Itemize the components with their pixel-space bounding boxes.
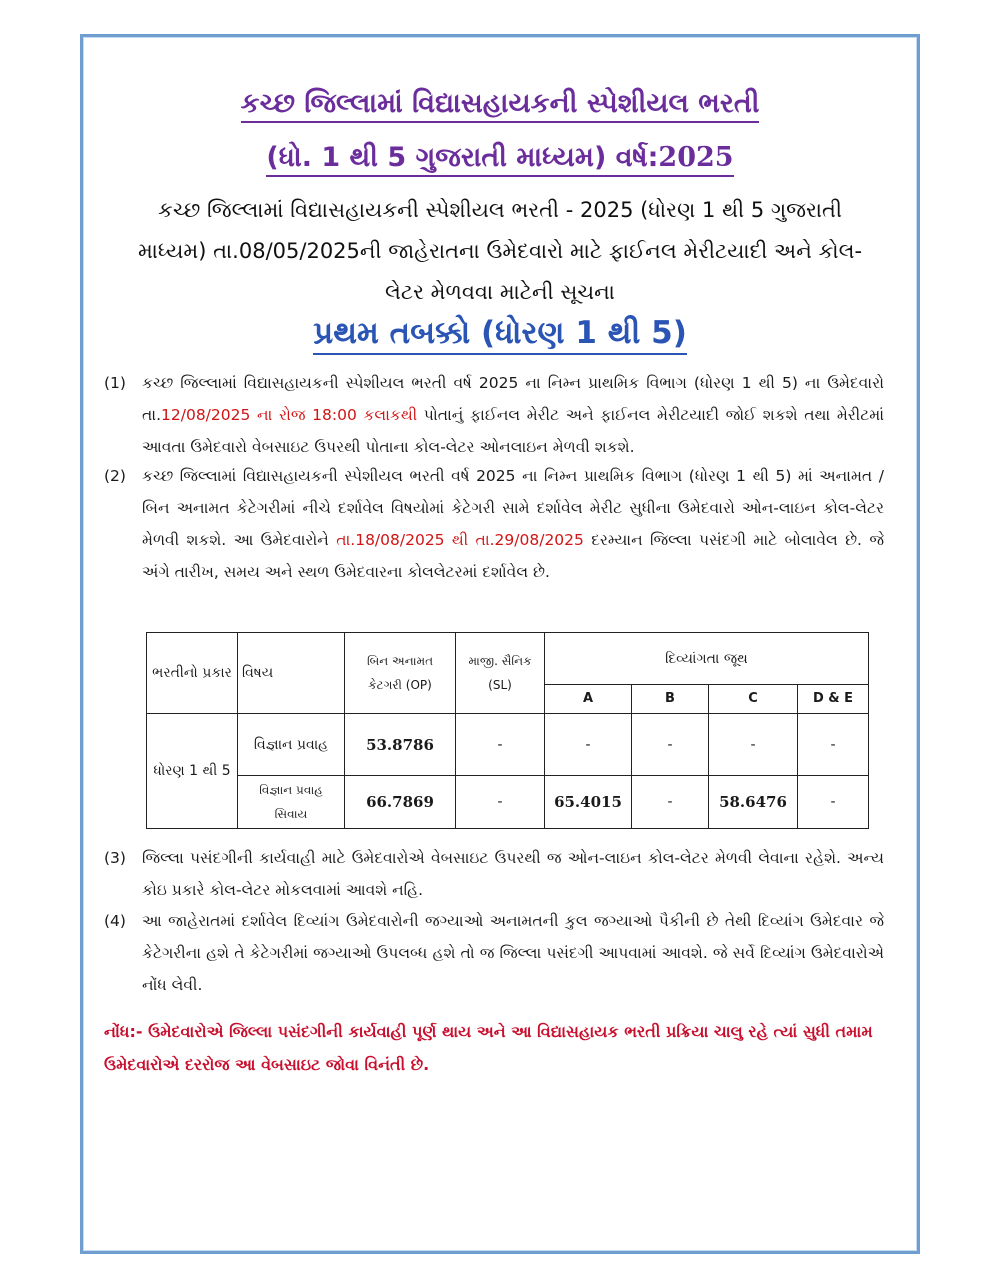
page-subtitle: (ધો. 1 થી 5 ગુજરાતી માધ્યમ) વર્ષ:2025 (0, 142, 1000, 174)
subject-cell: વિજ્ઞાન પ્રવાહ સિવાય (238, 776, 345, 829)
point-1: (1) કચ્છ જિલ્લામાં વિદ્યાસહાયકની સ્પેશીયલ ભરતી વર્ષ 2025 ના નિમ્ન પ્રાથમિક વિભાગ (ધોરણ 1 થી 5) ના ઉમેદવારો તા.12/08/2025 ના રોજ 18:00 કલાકથી પોતાનું ફાઈનલ મેરીટ અને ફાઈનલ મેરીટયાદી જોઈ શકશે તથા મેરીટમાં આવતા ઉમેદવારો વેબસાઇટ ઉપરથી પોતાના કોલ-લેટર ઓનલાઇન મેળવી શકશે. (104, 374, 884, 456)
important-note: નોંધ:- ઉમેદવારોએ જિલ્લા પસંદગીની કાર્યવાહી પૂર્ણ થાય અને આ વિદ્યાસહાયક ભરતી પ્રક્રિયા ચાલુ રહે ત્યાં સુધી તમામ ઉમેદવારોએ દરરોજ આ વેબસાઇટ જોવા વિનંતી છે. (104, 1022, 873, 1074)
header-sl: માજી. સૈનિક (SL) (456, 633, 545, 714)
header-de: D & E (798, 685, 869, 714)
header-c: C (709, 685, 798, 714)
point-3: (3) જિલ્લા પસંદગીની કાર્યવાહી માટે ઉમેદવારોએ વેબસાઇટ ઉપરથી જ ઓન-લાઇન કોલ-લેટર મેળવી લેવાના રહેશે. અન્ય કોઇ પ્રકારે કોલ-લેટર મોકલવામાં આવશે નહિ. (104, 849, 884, 899)
header-b: B (632, 685, 709, 714)
subject-cell: વિજ્ઞાન પ્રવાહ (238, 714, 345, 776)
header-type: ભરતીનો પ્રકાર (147, 633, 238, 714)
merit-table (146, 632, 869, 829)
header-a: A (545, 685, 632, 714)
header-subject: વિષય (238, 633, 345, 714)
page-title: કચ્છ જિલ્લામાં વિદ્યાસહાયકની સ્પેશીયલ ભરતી (0, 88, 1000, 120)
stage-title: પ્રથમ તબક્કો (ધોરણ 1 થી 5) (0, 315, 1000, 352)
highlight-date: 12/08/2025 ના રોજ 18:00 કલાકથી (161, 406, 418, 424)
highlight-date-range: તા.18/08/2025 થી તા.29/08/2025 (336, 531, 584, 549)
header-op: બિન અનામત કેટગરી (OP) (345, 633, 456, 714)
standard-cell: ધોરણ 1 થી 5 (147, 714, 238, 829)
notice-heading: કચ્છ જિલ્લામાં વિદ્યાસહાયકની સ્પેશીયલ ભરતી - 2025 (ધોરણ 1 થી 5 ગુજરાતી માધ્યમ) તા.08/05/2025ની જાહેરાતના ઉમેદવારો માટે ફાઈનલ મેરીટયાદી અને કોલ- લેટર મેળવવા માટેની સૂચના (137, 198, 863, 304)
point-4: (4) આ જાહેરાતમાં દર્શાવેલ દિવ્યાંગ ઉમેદવારોની જગ્યાઓ અનામતની કુલ જગ્યાઓ પૈકીની છે તેથી દિવ્યાંગ ઉમેદવાર જે કેટેગરીના હશે તે કેટેગરીમાં જગ્યાઓ ઉપલબ્ધ હશે તો જ જિલ્લા પસંદગી આપવામાં આવશે. જે સર્વે દિવ્યાંગ ઉમેદવારોએ નોંધ લેવી. (104, 912, 884, 994)
header-pwd-group: દિવ્યાંગતા જૂથ (545, 633, 869, 685)
point-2: (2) કચ્છ જિલ્લામાં વિદ્યાસહાયકની સ્પેશીયલ ભરતી વર્ષ 2025 ના નિમ્ન પ્રાથમિક વિભાગ (ધોરણ 1 થી 5) માં અનામત / બિન અનામત કેટેગરીમાં નીચે દર્શાવેલ વિષયોમાં કેટેગરી સામે દર્શાવેલ મેરીટ સુધીના ઉમેદવારો ઓન-લાઇન કોલ-લેટર મેળવી શકશે. આ ઉમેદવારોને તા.18/08/2025 થી તા.29/08/2025 દરમ્યાન જિલ્લા પસંદગી માટે બોલાવેલ છે. જે અંગે તારીખ, સમય અને સ્થળ ઉમેદવારના કોલલેટરમાં દર્શાવેલ છે. (104, 467, 884, 581)
table-row: વિજ્ઞાન પ્રવાહ સિવાય 66.7869 - 65.4015 - 58.6476 - (147, 776, 869, 829)
table-row: ધોરણ 1 થી 5 વિજ્ઞાન પ્રવાહ 53.8786 - - - - - (147, 714, 869, 776)
